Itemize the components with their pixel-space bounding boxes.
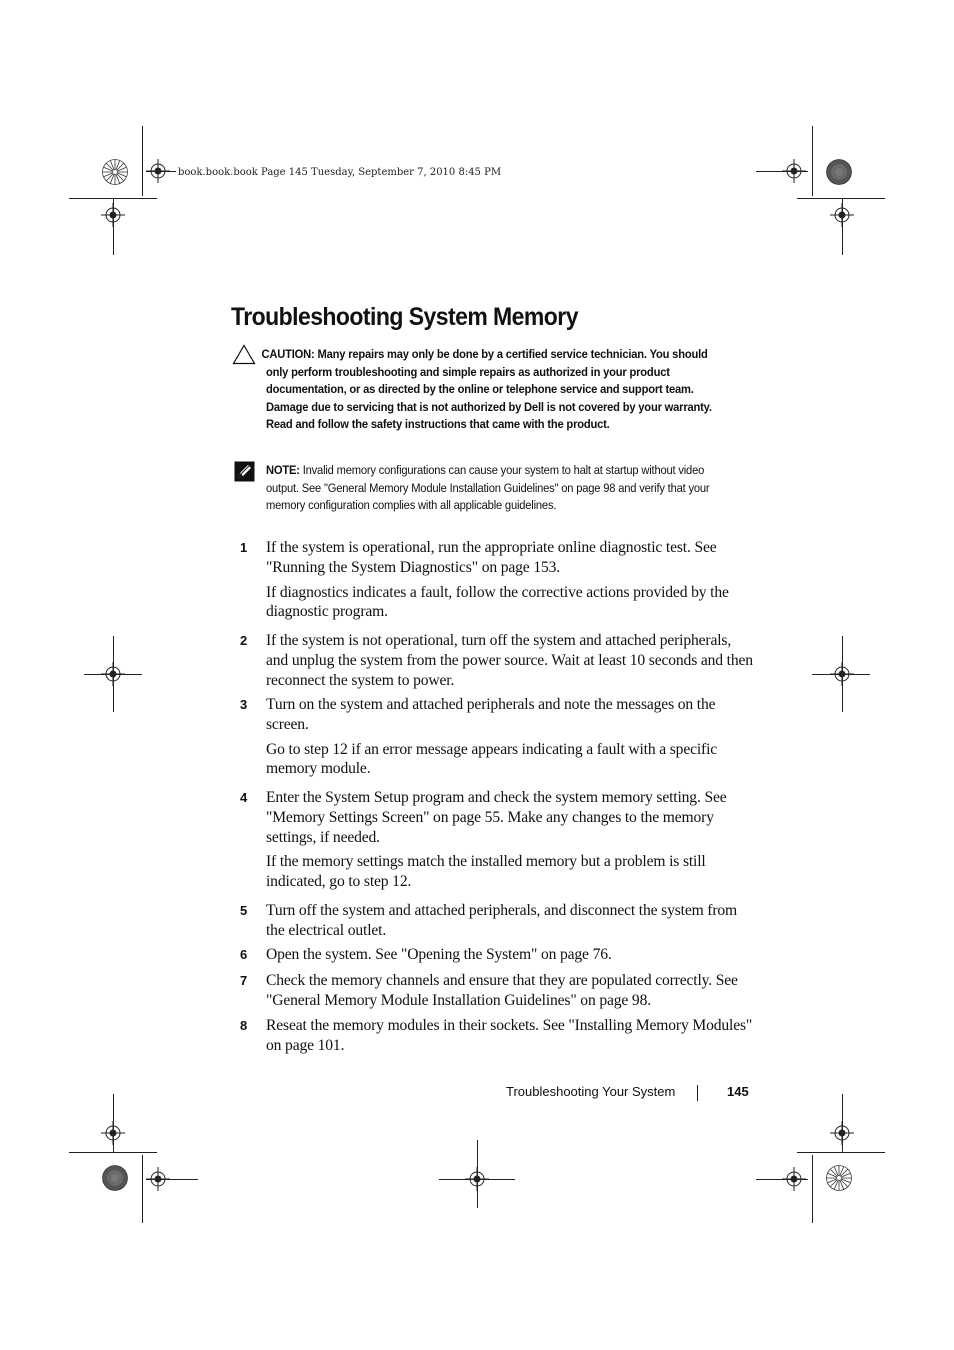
step-text: If the system is operational, run the appropriate online diagnostic test. See "Running the System Diagnostics" on page 153. <box>266 539 717 576</box>
registration-target-icon <box>146 1167 170 1191</box>
crop-line <box>797 198 885 199</box>
list-item <box>266 1016 756 1056</box>
crop-line <box>69 1152 157 1153</box>
crop-line <box>797 1152 885 1153</box>
step-number: 6 <box>240 947 248 962</box>
caution-label: CAUTION: <box>261 347 315 361</box>
registration-target-icon <box>101 662 125 686</box>
step-number: 1 <box>240 540 248 555</box>
registration-target-icon <box>465 1167 489 1191</box>
list-item <box>266 695 756 779</box>
list-item <box>266 945 756 965</box>
starburst-target-icon <box>826 1165 852 1191</box>
registration-target-icon <box>830 1121 854 1145</box>
page-title: Troubleshooting System Memory <box>231 303 578 331</box>
note-pencil-icon <box>234 461 255 482</box>
list-item <box>266 901 756 941</box>
step-number: 5 <box>240 903 248 918</box>
crop-line <box>812 126 813 196</box>
note-label: NOTE: <box>266 463 300 477</box>
step-text: If the system is not operational, turn off the system and attached peripherals, and unplug the system from the power source. Wait at least 10 seconds and then reconnect the system to power. <box>266 632 753 689</box>
registration-target-icon <box>101 1121 125 1145</box>
registration-target-icon <box>101 203 125 227</box>
registration-target-icon <box>830 203 854 227</box>
crop-line <box>812 1155 813 1223</box>
step-text: Turn on the system and attached peripherals and note the messages on the screen. <box>266 696 716 733</box>
step-subtext: If diagnostics indicates a fault, follow the corrective actions provided by the diagnostic program. <box>266 583 729 621</box>
crop-line <box>142 126 143 196</box>
step-text: Reseat the memory modules in their sockets. See "Installing Memory Modules" on page 101. <box>266 1017 753 1054</box>
step-subtext: Go to step 12 if an error message appears indicating a fault with a specific memory module. <box>266 740 718 778</box>
crop-line <box>142 1155 143 1223</box>
step-number: 2 <box>240 633 248 648</box>
page-number: 145 <box>727 1084 749 1099</box>
starburst-target-icon <box>102 159 128 185</box>
registration-target-icon <box>782 159 806 183</box>
density-disc-icon <box>826 159 852 185</box>
footer-divider <box>697 1085 698 1101</box>
note-text: Invalid memory configurations can cause your system to halt at startup without video output. See "General Memory Module Installation Guidelines" on page 98 and verify that your memory configuration complies with all applicable guidelines. <box>266 463 710 513</box>
note-notice <box>266 462 716 515</box>
step-number: 8 <box>240 1018 248 1033</box>
caution-triangle-icon <box>232 344 256 365</box>
step-number: 7 <box>240 973 248 988</box>
list-item <box>266 788 756 892</box>
step-text: Enter the System Setup program and check the system memory setting. See "Memory Settings Screen" on page 55. Make any changes to the memory settings, if needed. <box>266 789 727 846</box>
footer-section-title: Troubleshooting Your System <box>506 1084 676 1099</box>
registration-target-icon <box>146 159 170 183</box>
caution-text: Many repairs may only be done by a certified service technician. You should only perform troubleshooting and simple repairs as authorized in your product documentation, or as directed by the online or telephone service and support team. Damage due to servicing that is not authorized by Dell is not covered by your warranty. Read and follow the safety instructions that came with the product. <box>266 347 712 432</box>
step-number: 3 <box>240 697 248 712</box>
step-text: Turn off the system and attached peripherals, and disconnect the system from the electrical outlet. <box>266 902 738 939</box>
registration-target-icon <box>782 1167 806 1191</box>
list-item <box>266 971 756 1011</box>
caution-notice <box>261 346 716 434</box>
step-number: 4 <box>240 790 248 805</box>
step-subtext: If the memory settings match the installed memory but a problem is still indicated, go to step 12. <box>266 853 706 891</box>
density-disc-icon <box>102 1165 128 1191</box>
registration-target-icon <box>830 662 854 686</box>
list-item <box>266 631 756 690</box>
print-header: book.book.book Page 145 Tuesday, September 7, 2010 8:45 PM <box>178 167 502 178</box>
list-item <box>266 538 756 622</box>
step-text: Check the memory channels and ensure that they are populated correctly. See "General Memory Module Installation Guidelines" on page 98. <box>266 972 738 1009</box>
step-text: Open the system. See "Opening the System" on page 76. <box>266 946 612 963</box>
